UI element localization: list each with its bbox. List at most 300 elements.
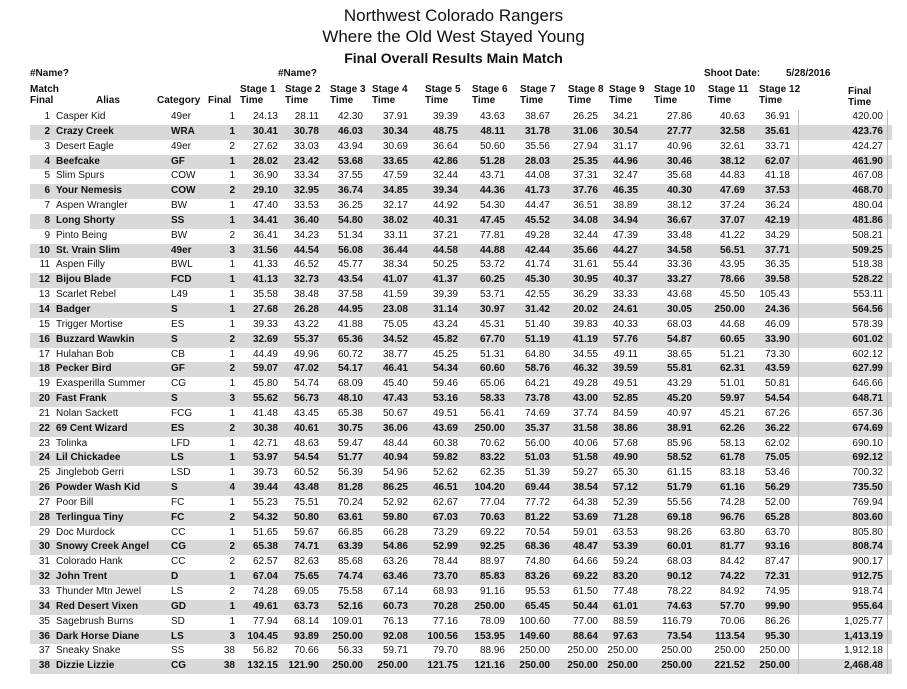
row-final-time: 423.76: [798, 125, 888, 140]
row-stage-8-time: 64.66: [572, 556, 598, 568]
row-final: 2: [229, 586, 235, 597]
row-stage-7-time: 31.42: [524, 303, 550, 315]
row-stage-1-time: 32.69: [252, 333, 278, 345]
row-stage-7-time: 45.30: [524, 274, 550, 286]
table-row: [30, 125, 892, 140]
row-final-time: 480.04: [798, 199, 888, 214]
row-place: 4: [44, 155, 50, 167]
row-stage-12-time: 53.46: [764, 467, 790, 479]
row-place: 8: [44, 214, 50, 226]
row-stage-2-time: 48.63: [293, 437, 319, 449]
row-stage-5-time: 45.25: [432, 348, 458, 360]
row-stage-12-time: 250.00: [759, 645, 790, 657]
row-place: 11: [39, 259, 50, 271]
row-stage-5-time: 49.51: [432, 407, 458, 419]
row-stage-12-time: 99.90: [764, 600, 790, 612]
row-stage-4-time: 30.69: [382, 140, 408, 152]
title-results: Final Overall Results Main Match: [344, 50, 563, 66]
row-alias: Exasperilla Summer: [56, 378, 146, 390]
row-stage-10-time: 30.05: [666, 303, 692, 315]
row-stage-1-time: 39.33: [252, 318, 278, 330]
row-stage-3-time: 56.39: [337, 467, 363, 479]
row-stage-12-time: 250.00: [759, 660, 790, 672]
row-stage-8-time: 31.58: [572, 422, 598, 434]
row-stage-1-time: 39.73: [252, 467, 278, 479]
row-stage-12-time: 93.16: [764, 541, 790, 553]
row-stage-9-time: 53.39: [612, 541, 638, 553]
table-row: [30, 155, 892, 170]
row-stage-5-time: 52.99: [432, 541, 458, 553]
row-final: 2: [229, 363, 235, 375]
row-stage-6-time: 88.96: [479, 645, 505, 657]
row-stage-10-time: 51.79: [666, 482, 692, 494]
row-stage-12-time: 37.53: [764, 185, 790, 197]
row-stage-5-time: 73.70: [432, 571, 458, 583]
row-final: 2: [229, 541, 235, 553]
row-stage-12-time: 24.36: [764, 303, 790, 315]
table-row: [30, 570, 892, 585]
row-stage-4-time: 33.11: [383, 229, 408, 241]
row-stage-3-time: 53.68: [337, 155, 363, 167]
row-stage-3-time: 36.25: [337, 200, 363, 212]
row-alias: Thunder Mtn Jewel: [56, 586, 142, 597]
row-stage-1-time: 59.07: [252, 363, 278, 375]
row-stage-4-time: 63.26: [382, 556, 408, 568]
row-stage-12-time: 43.59: [764, 363, 790, 375]
row-stage-11-time: 45.21: [719, 407, 745, 419]
row-stage-9-time: 97.63: [612, 630, 638, 642]
row-place: 17: [38, 348, 50, 360]
row-category: CB: [171, 348, 185, 360]
row-stage-7-time: 31.78: [524, 125, 550, 137]
row-stage-6-time: 53.71: [479, 289, 505, 301]
row-stage-2-time: 93.89: [293, 630, 319, 642]
row-stage-10-time: 38.65: [666, 348, 692, 360]
row-stage-1-time: 24.13: [252, 111, 278, 122]
row-final: 2: [229, 511, 235, 523]
table-row: [30, 288, 892, 303]
row-stage-8-time: 32.44: [572, 229, 598, 241]
row-stage-10-time: 55.56: [666, 496, 692, 508]
row-stage-1-time: 55.62: [252, 393, 278, 405]
table-row: [30, 229, 892, 244]
row-stage-5-time: 73.29: [432, 526, 458, 538]
row-stage-1-time: 49.61: [252, 600, 278, 612]
row-stage-11-time: 63.80: [719, 526, 745, 538]
row-stage-6-time: 104.20: [474, 482, 505, 494]
row-category: S: [171, 303, 178, 315]
row-stage-12-time: 72.31: [764, 571, 790, 583]
row-place: 12: [38, 274, 50, 286]
row-stage-4-time: 50.67: [382, 407, 408, 419]
row-stage-4-time: 38.02: [382, 214, 408, 226]
row-stage-9-time: 83.20: [612, 571, 638, 583]
row-stage-7-time: 65.45: [524, 600, 550, 612]
row-stage-2-time: 49.96: [293, 348, 319, 360]
row-stage-9-time: 40.37: [612, 274, 638, 286]
row-final-time: 657.36: [798, 407, 888, 422]
row-stage-1-time: 132.15: [247, 660, 278, 672]
row-stage-9-time: 57.76: [612, 333, 638, 345]
row-category: SS: [171, 645, 185, 657]
row-stage-6-time: 250.00: [474, 600, 505, 612]
row-category: COW: [171, 170, 196, 182]
row-final: 1: [229, 303, 235, 315]
row-stage-4-time: 63.46: [382, 571, 408, 583]
row-stage-4-time: 41.59: [382, 289, 408, 301]
row-place: 29: [38, 526, 50, 538]
row-stage-7-time: 51.19: [524, 333, 550, 345]
header-stage-8: Stage 8 Time: [568, 84, 604, 106]
row-stage-7-time: 95.53: [524, 586, 550, 597]
row-alias: Dizzie Lizzie: [56, 660, 115, 672]
row-place: 3: [44, 140, 50, 152]
row-final: 1: [229, 125, 235, 137]
row-stage-2-time: 54.74: [293, 378, 319, 390]
row-stage-10-time: 34.58: [666, 244, 692, 256]
row-alias: Nolan Sackett: [56, 407, 119, 419]
row-stage-11-time: 32.58: [719, 125, 745, 137]
row-stage-4-time: 38.34: [382, 259, 408, 271]
table-row: [30, 110, 892, 125]
row-stage-12-time: 54.54: [764, 393, 790, 405]
row-alias: St. Vrain Slim: [56, 244, 120, 256]
table-row: [30, 333, 892, 348]
row-stage-7-time: 41.73: [524, 185, 550, 197]
row-stage-1-time: 65.38: [252, 541, 278, 553]
row-alias: Scarlet Rebel: [56, 289, 117, 301]
row-stage-8-time: 26.25: [572, 111, 598, 122]
row-stage-3-time: 45.77: [337, 259, 363, 271]
row-stage-6-time: 78.09: [479, 615, 505, 627]
row-stage-4-time: 33.65: [382, 155, 408, 167]
row-stage-10-time: 38.91: [666, 422, 692, 434]
row-stage-9-time: 32.47: [612, 170, 638, 182]
row-stage-11-time: 58.13: [719, 437, 745, 449]
results-table: [30, 110, 892, 674]
row-stage-10-time: 54.87: [666, 333, 692, 345]
row-place: 25: [38, 467, 50, 479]
row-stage-1-time: 54.32: [252, 511, 278, 523]
row-stage-4-time: 47.43: [382, 393, 408, 405]
row-category: ES: [171, 318, 185, 330]
row-category: CC: [171, 526, 186, 538]
header-alias: Alias: [96, 95, 120, 106]
row-final-time: 918.74: [798, 585, 888, 600]
row-category: LS: [171, 452, 184, 464]
row-alias: Pecker Bird: [56, 363, 112, 375]
row-place: 26: [38, 482, 50, 494]
row-stage-5-time: 44.92: [432, 200, 458, 212]
row-final-time: 2,468.48: [798, 659, 888, 674]
row-final: 1: [229, 615, 235, 627]
row-stage-12-time: 42.19: [764, 214, 790, 226]
row-category: BW: [171, 200, 188, 212]
row-stage-12-time: 62.07: [764, 155, 790, 167]
row-alias: Red Desert Vixen: [56, 600, 139, 612]
row-stage-10-time: 55.81: [666, 363, 692, 375]
row-stage-2-time: 33.34: [293, 170, 319, 182]
row-stage-12-time: 36.91: [764, 111, 790, 122]
row-stage-7-time: 35.37: [524, 422, 550, 434]
row-stage-1-time: 31.56: [252, 244, 278, 256]
row-stage-3-time: 56.08: [337, 244, 363, 256]
row-alias: Hulahan Bob: [56, 348, 114, 360]
row-stage-11-time: 84.92: [719, 586, 745, 597]
row-stage-3-time: 81.28: [337, 482, 363, 494]
row-alias: Dark Horse Diane: [56, 630, 140, 642]
row-stage-10-time: 27.77: [666, 125, 692, 137]
row-stage-6-time: 91.16: [479, 586, 505, 597]
row-final-time: 808.74: [798, 540, 888, 555]
row-stage-11-time: 62.31: [719, 363, 745, 375]
row-stage-11-time: 250.00: [714, 645, 745, 657]
row-stage-8-time: 30.95: [572, 274, 598, 286]
row-stage-12-time: 56.29: [764, 482, 790, 494]
row-category: 49er: [171, 140, 192, 152]
row-stage-8-time: 41.19: [572, 333, 598, 345]
row-stage-9-time: 30.54: [612, 125, 638, 137]
row-stage-7-time: 51.39: [524, 467, 550, 479]
title-club: Northwest Colorado Rangers: [343, 6, 564, 25]
table-row: [30, 511, 892, 526]
row-stage-3-time: 37.55: [337, 170, 363, 182]
row-final: 4: [229, 482, 235, 494]
row-category: SS: [171, 214, 185, 226]
row-stage-4-time: 60.73: [382, 600, 408, 612]
row-stage-5-time: 121.75: [427, 660, 458, 672]
row-stage-1-time: 34.41: [252, 214, 278, 226]
row-place: 22: [38, 422, 50, 434]
row-stage-8-time: 69.22: [572, 571, 598, 583]
row-stage-3-time: 63.61: [337, 511, 363, 523]
row-stage-4-time: 52.92: [382, 496, 408, 508]
row-stage-6-time: 92.25: [479, 541, 505, 553]
row-stage-10-time: 33.48: [666, 229, 692, 241]
row-final: 3: [229, 393, 235, 405]
row-stage-5-time: 59.46: [432, 378, 458, 390]
row-alias: Lil Chickadee: [56, 452, 121, 464]
row-place: 13: [38, 289, 50, 301]
row-stage-5-time: 37.21: [432, 229, 458, 241]
row-stage-8-time: 59.27: [572, 467, 598, 479]
row-final: 2: [229, 556, 235, 568]
row-alias: Desert Eagle: [56, 140, 114, 152]
table-row: [30, 630, 892, 645]
row-alias: Powder Wash Kid: [56, 482, 141, 494]
table-row: [30, 540, 892, 555]
row-stage-5-time: 41.37: [432, 274, 458, 286]
row-stage-1-time: 41.13: [252, 274, 278, 286]
row-alias: Terlingua Tiny: [56, 511, 124, 523]
row-stage-4-time: 67.14: [382, 586, 408, 597]
row-final-time: 601.02: [798, 333, 888, 348]
row-stage-3-time: 41.88: [337, 318, 363, 330]
row-stage-6-time: 70.62: [479, 437, 505, 449]
row-stage-5-time: 79.70: [432, 645, 458, 657]
row-stage-2-time: 26.28: [293, 303, 319, 315]
row-stage-4-time: 54.86: [382, 541, 408, 553]
row-stage-1-time: 77.94: [252, 615, 278, 627]
row-stage-9-time: 52.85: [612, 393, 638, 405]
table-row: [30, 526, 892, 541]
row-final-time: 803.60: [798, 511, 888, 526]
row-stage-6-time: 53.72: [479, 259, 505, 271]
row-place: 5: [44, 170, 50, 182]
row-stage-8-time: 40.06: [572, 437, 598, 449]
row-place: 37: [38, 645, 50, 657]
row-final-time: 674.69: [798, 422, 888, 437]
row-place: 21: [38, 407, 50, 419]
row-stage-11-time: 32.61: [719, 140, 745, 152]
row-stage-7-time: 45.52: [524, 214, 550, 226]
row-stage-12-time: 37.71: [764, 244, 790, 256]
row-stage-7-time: 44.08: [524, 170, 550, 182]
row-stage-11-time: 37.24: [719, 200, 745, 212]
row-stage-6-time: 43.63: [479, 111, 505, 122]
row-stage-5-time: 42.86: [432, 155, 458, 167]
row-final-time: 420.00: [798, 110, 888, 125]
row-stage-8-time: 43.00: [572, 393, 598, 405]
row-final: 2: [229, 422, 235, 434]
row-alias: Colorado Hank: [56, 556, 123, 568]
row-alias: Bijou Blade: [56, 274, 112, 286]
row-stage-7-time: 56.00: [524, 437, 550, 449]
row-stage-11-time: 84.42: [719, 556, 745, 568]
row-final-time: 648.71: [798, 392, 888, 407]
row-stage-8-time: 77.00: [572, 615, 598, 627]
title-tagline: Where the Old West Stayed Young: [322, 27, 585, 46]
row-stage-7-time: 68.36: [524, 541, 550, 553]
row-alias: Pinto Being: [56, 229, 108, 241]
row-stage-7-time: 70.54: [524, 526, 550, 538]
row-final: 3: [229, 630, 235, 642]
row-category: S: [171, 393, 178, 405]
row-stage-7-time: 69.44: [524, 482, 550, 494]
row-stage-3-time: 85.68: [337, 556, 363, 568]
row-stage-4-time: 41.07: [382, 274, 408, 286]
row-stage-2-time: 40.61: [293, 422, 319, 434]
row-stage-6-time: 77.81: [479, 229, 505, 241]
row-final: 1: [229, 259, 235, 271]
row-stage-10-time: 68.03: [666, 318, 692, 330]
row-alias: Crazy Creek: [56, 125, 114, 137]
row-alias: Jinglebob Gerri: [56, 467, 124, 479]
row-place: 27: [38, 496, 50, 508]
row-final: 1: [229, 571, 235, 583]
row-stage-2-time: 69.05: [293, 586, 319, 597]
header-match-final: Match Final: [30, 84, 59, 106]
row-stage-7-time: 49.28: [524, 229, 550, 241]
row-stage-10-time: 40.97: [666, 407, 692, 419]
row-stage-3-time: 109.01: [332, 615, 363, 627]
row-stage-7-time: 250.00: [519, 645, 550, 657]
header-stage-7: Stage 7 Time: [520, 84, 556, 106]
row-alias: Tolinka: [56, 437, 88, 449]
row-stage-2-time: 82.63: [293, 556, 319, 568]
row-stage-9-time: 38.86: [612, 422, 638, 434]
row-place: 32: [38, 571, 50, 583]
row-stage-2-time: 43.48: [293, 482, 319, 494]
header-stage-1: Stage 1 Time: [240, 84, 276, 106]
row-place: 1: [44, 111, 50, 122]
row-final-time: 1,912.18: [798, 644, 888, 659]
row-stage-8-time: 61.50: [572, 586, 598, 597]
header-stage-11: Stage 11 Time: [708, 84, 749, 106]
row-stage-1-time: 45.80: [252, 378, 278, 390]
row-stage-2-time: 56.73: [293, 393, 319, 405]
row-stage-5-time: 44.58: [432, 244, 458, 256]
row-stage-10-time: 68.03: [666, 556, 692, 568]
table-row: [30, 199, 892, 214]
row-stage-7-time: 74.69: [524, 407, 550, 419]
row-stage-6-time: 43.71: [479, 170, 505, 182]
row-stage-9-time: 49.51: [612, 378, 638, 390]
row-stage-2-time: 38.48: [293, 289, 319, 301]
row-stage-12-time: 74.95: [764, 586, 790, 597]
table-row: [30, 555, 892, 570]
row-stage-9-time: 40.33: [612, 318, 638, 330]
row-stage-10-time: 27.86: [666, 111, 692, 122]
row-final-time: 508.21: [798, 229, 888, 244]
row-stage-1-time: 41.48: [252, 407, 278, 419]
row-stage-8-time: 51.58: [572, 452, 598, 464]
row-stage-3-time: 30.75: [337, 422, 363, 434]
row-category: FCD: [171, 274, 192, 286]
row-stage-7-time: 149.60: [519, 630, 550, 642]
row-stage-3-time: 48.10: [337, 393, 363, 405]
row-stage-11-time: 41.22: [719, 229, 745, 241]
row-stage-7-time: 100.60: [519, 615, 550, 627]
row-stage-12-time: 65.28: [764, 511, 790, 523]
row-stage-1-time: 41.33: [252, 259, 278, 271]
table-row: [30, 362, 892, 377]
row-alias: Fast Frank: [56, 393, 107, 405]
row-stage-12-time: 33.71: [764, 140, 790, 152]
table-row: [30, 140, 892, 155]
row-stage-2-time: 63.73: [293, 600, 319, 612]
row-final: 2: [229, 333, 235, 345]
row-stage-3-time: 52.16: [337, 600, 363, 612]
row-stage-1-time: 35.58: [252, 289, 278, 301]
row-stage-5-time: 77.16: [432, 615, 458, 627]
row-stage-2-time: 70.66: [293, 645, 319, 657]
row-place: 18: [38, 363, 50, 375]
row-stage-3-time: 75.58: [337, 586, 363, 597]
table-row: [30, 273, 892, 288]
header-stage-6: Stage 6 Time: [472, 84, 508, 106]
row-stage-11-time: 51.21: [719, 348, 745, 360]
row-stage-9-time: 52.39: [612, 496, 638, 508]
table-row: [30, 169, 892, 184]
row-stage-9-time: 63.53: [612, 526, 638, 538]
row-stage-4-time: 92.08: [382, 630, 408, 642]
row-stage-8-time: 37.31: [572, 170, 598, 182]
row-stage-2-time: 75.51: [293, 496, 319, 508]
table-row: [30, 258, 892, 273]
row-stage-10-time: 69.18: [666, 511, 692, 523]
row-stage-11-time: 62.26: [719, 422, 745, 434]
row-final: 1: [229, 437, 235, 449]
row-stage-2-time: 23.42: [293, 155, 319, 167]
row-place: 35: [38, 615, 50, 627]
row-stage-12-time: 67.26: [764, 407, 790, 419]
row-stage-12-time: 95.30: [764, 630, 790, 642]
row-final: 38: [223, 645, 235, 657]
row-final: 1: [229, 214, 235, 226]
row-final: 1: [229, 274, 235, 286]
row-stage-8-time: 46.32: [572, 363, 598, 375]
